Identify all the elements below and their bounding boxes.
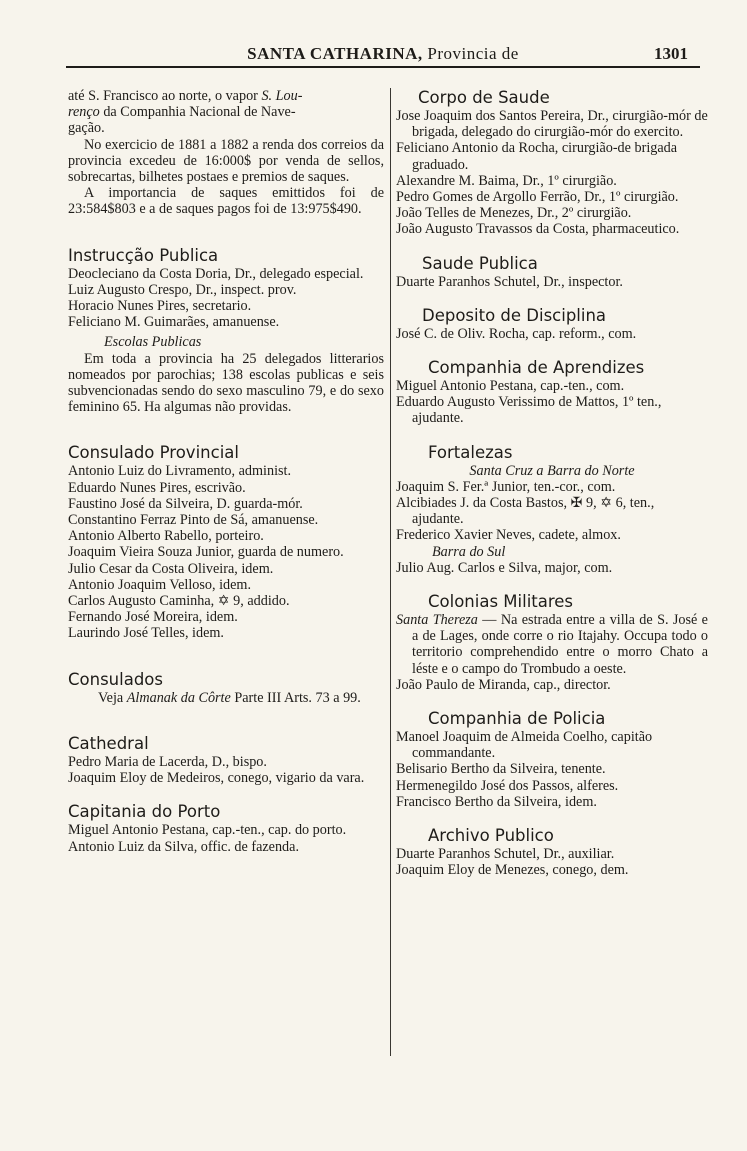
list-item: Antonio Joaquim Velloso, idem.	[68, 576, 251, 593]
heading-archivo: Archivo Publico	[428, 826, 554, 846]
list-item: Manoel Joaquim de Almeida Coelho, capitão commandante.	[396, 729, 653, 762]
intro-line-3: gação.	[68, 120, 105, 137]
list-item: Julio Aug. Carlos e Silva, major, com.	[396, 559, 613, 576]
column-divider	[390, 88, 391, 1056]
list-item: Francisco Bertho da Silveira, idem.	[396, 793, 597, 810]
intro-line-2	[68, 104, 384, 120]
list-item: Constantino Ferraz Pinto de Sá, amanuense.	[68, 512, 319, 529]
list-item: Antonio Alberto Rabello, porteiro.	[68, 528, 264, 545]
header-title	[66, 44, 700, 64]
list-item: Antonio Luiz do Livramento, administ.	[68, 463, 292, 480]
list-item: Carlos Augusto Caminha, ✡ 9, addido.	[68, 593, 290, 610]
list-item: José C. de Oliv. Rocha, cap. reform., com.	[396, 325, 637, 342]
consulados-text-a: Veja	[98, 689, 127, 706]
heading-fortalezas: Fortalezas	[428, 442, 513, 462]
intro-l2-a: renço	[68, 104, 100, 121]
consulados-text-em: Almanak da Côrte	[126, 689, 231, 706]
list-item: Feliciano Antonio da Rocha, cirurgião-de brigada graduado.	[396, 140, 678, 173]
saques-text: A importancia de saques emittidos foi de 23:584$803 e a de saques pagos foi de 13:975$490.	[68, 185, 384, 218]
section-deposito	[396, 306, 708, 342]
heading-capitania: Capitania do Porto	[68, 802, 221, 822]
heading-saude-publica: Saude Publica	[422, 253, 538, 273]
right-column	[396, 88, 708, 879]
heading-consulado-provincial: Consulado Provincial	[68, 443, 239, 463]
list-item: Miguel Antonio Pestana, cap.-ten., cap. do porto.	[68, 822, 347, 839]
list-item: Duarte Paranhos Schutel, Dr., auxiliar.	[396, 846, 615, 863]
section-colonias	[396, 592, 708, 693]
list-item: Jose Joaquim dos Santos Pereira, Dr., cirurgião-mór de brigada, delegado do cirurgião-mór do exercito.	[396, 108, 708, 141]
list-item: Hermenegildo José dos Passos, alferes.	[396, 777, 619, 794]
section-instrucao	[68, 246, 384, 416]
colonias-em: Santa Thereza	[396, 612, 478, 629]
list-item: Miguel Antonio Pestana, cap.-ten., com.	[396, 378, 625, 395]
consulados-text-b: Parte III Arts. 73 a 99.	[230, 689, 361, 706]
list-item: Duarte Paranhos Schutel, Dr., inspector.	[396, 273, 623, 290]
list-item: Julio Cesar da Costa Oliveira, idem.	[68, 560, 274, 577]
header-rule	[66, 66, 700, 68]
page-number: 1301	[654, 44, 688, 63]
header-title-rest: Provincia de	[422, 44, 519, 63]
section-cathedral	[68, 734, 384, 786]
running-header	[66, 44, 700, 66]
intro-l1-a: até S. Francisco ao norte, o vapor	[68, 88, 262, 104]
subheading-santa-cruz: Santa Cruz a Barra do Norte	[469, 462, 635, 479]
list-item: Alcibiades J. da Costa Bastos, ✠ 9, ✡ 6, ten., ajudante.	[396, 495, 655, 528]
list-item: Joaquim Vieira Souza Junior, guarda de numero.	[68, 544, 344, 561]
list-item: João Augusto Travassos da Costa, pharmaceutico.	[396, 221, 680, 238]
list-item: Horacio Nunes Pires, secretario.	[68, 298, 252, 315]
heading-consulados: Consulados	[68, 669, 163, 689]
correios-paragraph	[68, 137, 384, 186]
colonias-rest: — Na estrada entre a villa de S. José e a de Lages, onde corre o rio Itajahy. Occupa todo o territorio comprehendido entre o morro Chato a léste e o campo do Trombudo a oeste.	[412, 612, 708, 677]
heading-corpo-saude: Corpo de Saude	[418, 88, 550, 107]
left-column	[68, 88, 384, 855]
header-title-bold: SANTA CATHARINA,	[247, 44, 423, 63]
section-fortalezas	[396, 443, 708, 576]
list-item: Joaquim Eloy de Menezes, conego, dem.	[396, 862, 629, 879]
heading-colonias: Colonias Militares	[428, 592, 574, 612]
consulados-paragraph	[68, 690, 384, 706]
list-item: Eduardo Nunes Pires, escrivão.	[68, 479, 246, 496]
section-policia	[396, 709, 708, 810]
list-item: Luiz Augusto Crespo, Dr., inspect. prov.	[68, 281, 297, 298]
list-item: João Telles de Menezes, Dr., 2º cirurgião.	[396, 205, 632, 222]
correios-text: No exercicio de 1881 a 1882 a renda dos correios da provincia excedeu de 16:000$ por venda de sellos, sobrecartas, bilhetes postaes e premios de saques.	[68, 136, 384, 186]
section-saude-publica	[396, 254, 708, 290]
list-item: João Paulo de Miranda, cap., director.	[396, 676, 611, 693]
heading-aprendizes: Companhia de Aprendizes	[428, 358, 645, 378]
escolas-paragraph	[68, 351, 384, 416]
intro-l2-b: da Companhia Nacional de Nave-	[99, 104, 296, 121]
escolas-text: Em toda a provincia ha 25 delegados litterarios nomeados por parochias; 138 escolas publicas e seis subvencionadas sendo do sexo masculino 79, e do sexo feminino 65. Ha algumas não providas.	[68, 350, 384, 416]
list-item: Laurindo José Telles, idem.	[68, 625, 224, 642]
list-item: Antonio Luiz da Silva, offic. de fazenda.	[68, 838, 299, 855]
saques-paragraph	[68, 185, 384, 217]
list-item: Joaquim S. Fer.ª Junior, ten.-cor., com.	[396, 478, 616, 495]
intro-l1-b: S. Lou-	[261, 88, 303, 104]
section-consulados	[68, 670, 384, 706]
section-archivo	[396, 826, 708, 878]
section-capitania	[68, 802, 384, 854]
list-item: Eduardo Augusto Verissimo de Mattos, 1º ten., ajudante.	[396, 394, 662, 427]
section-corpo-saude	[396, 88, 708, 238]
list-item: Joaquim Eloy de Medeiros, conego, vigario da vara.	[68, 770, 365, 787]
list-item: Pedro Maria de Lacerda, D., bispo.	[68, 753, 267, 770]
colonias-paragraph	[396, 612, 708, 677]
list-item: Pedro Gomes de Argollo Ferrão, Dr., 1º cirurgião.	[396, 189, 679, 206]
section-aprendizes	[396, 358, 708, 427]
heading-policia: Companhia de Policia	[428, 709, 606, 729]
list-item: Fernando José Moreira, idem.	[68, 609, 238, 626]
list-item: Belisario Bertho da Silveira, tenente.	[396, 761, 606, 778]
heading-instrucao: Instrucção Publica	[68, 245, 219, 265]
list-item: Frederico Xavier Neves, cadete, almox.	[396, 527, 621, 544]
heading-cathedral: Cathedral	[68, 733, 149, 753]
subheading-escolas: Escolas Publicas	[104, 334, 202, 351]
list-item: Faustino José da Silveira, D. guarda-mór.	[68, 495, 303, 512]
list-item: Deocleciano da Costa Doria, Dr., delegado especial.	[68, 265, 364, 282]
heading-deposito: Deposito de Disciplina	[422, 305, 607, 325]
section-consulado-provincial	[68, 443, 384, 641]
subheading-barra-sul: Barra do Sul	[432, 543, 506, 560]
list-item: Alexandre M. Baima, Dr., 1º cirurgião.	[396, 172, 617, 189]
intro-line-1	[68, 88, 384, 104]
list-item: Feliciano M. Guimarães, amanuense.	[68, 314, 280, 331]
